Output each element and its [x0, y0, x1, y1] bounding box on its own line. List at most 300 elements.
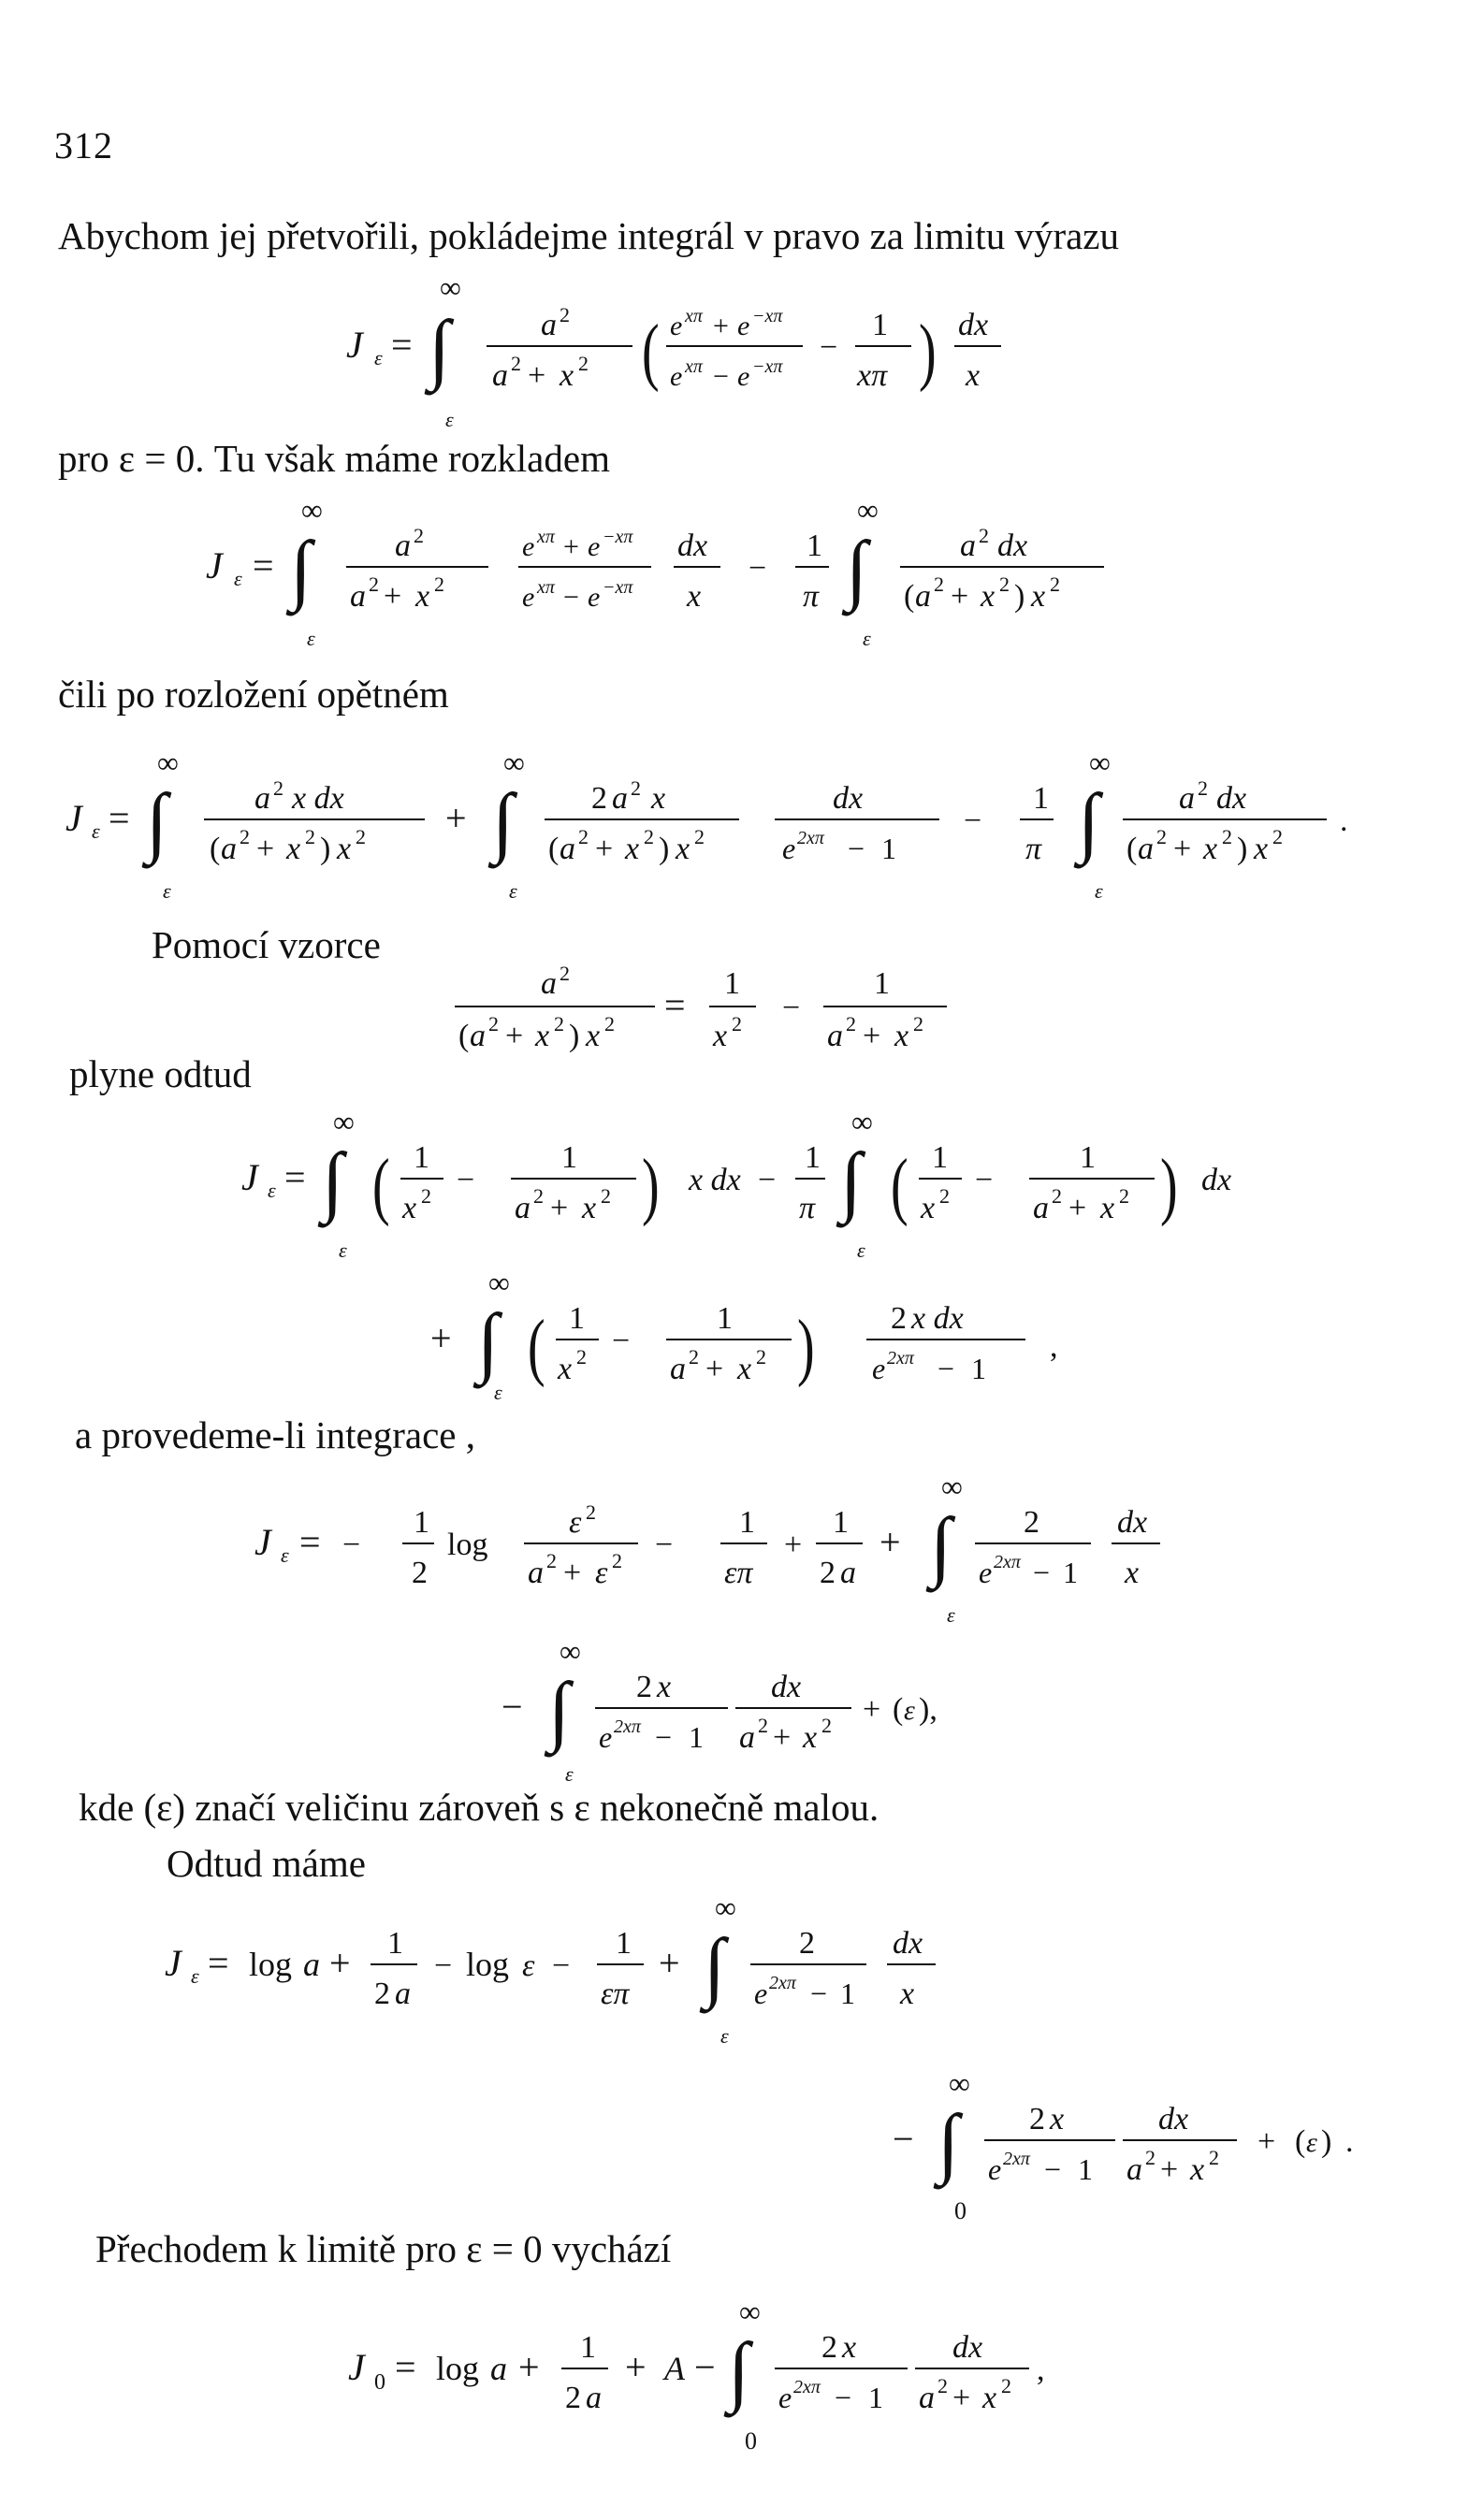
svg-text:2: 2: [820, 1556, 836, 1590]
svg-text:x: x: [1050, 2102, 1065, 2136]
paragraph-9: Přechodem k limitě pro ε = 0 vychází: [95, 2227, 672, 2270]
svg-text:(: (: [893, 1692, 904, 1727]
svg-text:1: 1: [807, 529, 822, 563]
svg-text:1: 1: [874, 966, 890, 1001]
svg-text:2: 2: [578, 825, 589, 848]
svg-text:(: (: [904, 579, 915, 614]
svg-text:+: +: [863, 1019, 881, 1053]
svg-text:2: 2: [374, 1977, 390, 2011]
svg-text:a: a: [490, 2350, 507, 2387]
svg-text:J: J: [346, 324, 363, 366]
svg-text:): ): [569, 1019, 580, 1053]
svg-text:−: −: [964, 804, 982, 838]
svg-text:π: π: [1025, 832, 1042, 866]
svg-text:a: a: [1138, 832, 1154, 866]
svg-text:+: +: [625, 2346, 647, 2388]
svg-text:x: x: [894, 1019, 909, 1053]
svg-text:∫: ∫: [1078, 778, 1100, 865]
svg-text:2: 2: [1198, 776, 1208, 800]
svg-text:2: 2: [1145, 2146, 1156, 2169]
svg-text:log: log: [249, 1946, 293, 1983]
svg-text:2: 2: [601, 1184, 611, 1208]
svg-text:−: −: [893, 2118, 914, 2160]
svg-text:x: x: [558, 1352, 573, 1386]
svg-text:): ): [919, 309, 937, 393]
svg-text:a: a: [221, 832, 237, 866]
svg-text:1: 1: [689, 1720, 704, 1754]
svg-text:2: 2: [1050, 572, 1060, 596]
svg-text:x: x: [676, 832, 690, 866]
svg-text:∞: ∞: [560, 1634, 581, 1668]
svg-text:x: x: [982, 2381, 997, 2415]
svg-text:e: e: [737, 311, 750, 341]
svg-text:(: (: [548, 832, 560, 866]
svg-text:(: (: [210, 832, 221, 866]
svg-text:0: 0: [745, 2427, 757, 2455]
svg-text:−xπ: −xπ: [603, 577, 633, 598]
svg-text:ε: ε: [904, 1695, 915, 1726]
svg-text:2: 2: [756, 1345, 766, 1369]
svg-text:1: 1: [387, 1926, 403, 1961]
svg-text:=: =: [253, 544, 274, 587]
svg-text:−: −: [975, 1163, 994, 1197]
svg-text:2: 2: [913, 1012, 923, 1036]
svg-text:a: a: [254, 781, 270, 816]
svg-text:επ: επ: [724, 1556, 753, 1590]
svg-text:2: 2: [821, 2330, 837, 2365]
svg-text:log: log: [447, 1528, 488, 1562]
svg-text:π: π: [803, 579, 820, 614]
svg-text:a: a: [612, 781, 628, 816]
svg-text:J: J: [241, 1156, 258, 1198]
svg-text:∞: ∞: [503, 746, 525, 779]
svg-text:2: 2: [305, 825, 315, 848]
paragraph-7: kde (ε) značí veličinu zároveň s ε nekonečně malou.: [79, 1786, 879, 1829]
svg-text:−: −: [563, 582, 579, 613]
svg-text:ε: ε: [569, 1505, 582, 1540]
svg-text:e: e: [670, 311, 683, 341]
svg-text:2xπ: 2xπ: [793, 2377, 821, 2397]
svg-text:∞: ∞: [739, 2295, 761, 2328]
svg-text:∫: ∫: [704, 1923, 726, 2010]
svg-text:(: (: [458, 1019, 470, 1053]
svg-text:ε: ε: [1095, 879, 1103, 903]
svg-text:log: log: [436, 2350, 480, 2387]
svg-text:2: 2: [644, 825, 654, 848]
svg-text:a: a: [739, 1720, 755, 1755]
svg-text:−: −: [937, 1352, 955, 1385]
svg-text:e: e: [782, 832, 796, 865]
svg-text:ε: ε: [374, 346, 383, 369]
svg-text:a: a: [470, 1019, 486, 1053]
svg-text:∞: ∞: [941, 1470, 963, 1503]
svg-text:1: 1: [414, 1140, 429, 1175]
svg-text:a: a: [915, 579, 931, 614]
svg-text:+: +: [951, 579, 969, 614]
svg-text:2: 2: [488, 1012, 499, 1036]
svg-text:e: e: [754, 1977, 768, 2010]
svg-text:J: J: [348, 2346, 365, 2388]
svg-text:−: −: [342, 1528, 361, 1562]
svg-text:e: e: [522, 582, 535, 613]
svg-text:∫: ∫: [846, 526, 868, 613]
svg-text:1: 1: [414, 1505, 429, 1540]
svg-text:a: a: [515, 1191, 531, 1225]
svg-text:ε: ε: [268, 1179, 276, 1202]
svg-text:−xπ: −xπ: [752, 306, 783, 326]
svg-text:+: +: [329, 1942, 351, 1984]
svg-text:2: 2: [560, 303, 570, 326]
svg-text:1: 1: [1063, 1556, 1078, 1589]
svg-text:dx: dx: [1158, 2102, 1189, 2136]
svg-text:2: 2: [758, 1714, 768, 1737]
svg-text:x: x: [981, 579, 996, 614]
svg-text:−: −: [1033, 1556, 1051, 1589]
svg-text:+: +: [879, 1521, 901, 1563]
svg-text:dx: dx: [1201, 1163, 1232, 1197]
svg-text:∞: ∞: [157, 746, 179, 779]
svg-text:2: 2: [356, 825, 366, 848]
svg-text:ε: ε: [947, 1603, 955, 1627]
svg-text:a: a: [670, 1352, 686, 1386]
svg-text:.: .: [1345, 2124, 1354, 2159]
svg-text:2: 2: [560, 962, 570, 985]
svg-text:log: log: [466, 1946, 510, 1983]
svg-text:): ): [642, 1143, 660, 1227]
svg-text:2xπ: 2xπ: [887, 1348, 914, 1369]
svg-text:=: =: [109, 797, 130, 839]
svg-text:dx: dx: [893, 1926, 923, 1961]
svg-text:(: (: [372, 1143, 390, 1227]
svg-text:a: a: [919, 2381, 935, 2415]
svg-text:xπ: xπ: [685, 306, 703, 326]
svg-text:a: a: [350, 579, 366, 614]
svg-text:ε: ε: [92, 819, 100, 843]
svg-text:2: 2: [369, 572, 379, 596]
svg-text:2: 2: [1052, 1184, 1062, 1208]
svg-text:(: (: [1295, 2124, 1306, 2159]
svg-text:1: 1: [932, 1140, 948, 1175]
svg-text:,: ,: [1037, 2353, 1045, 2387]
svg-text:2xπ: 2xπ: [994, 1552, 1021, 1572]
svg-text:+: +: [256, 832, 275, 866]
svg-text:1: 1: [840, 1977, 855, 2010]
svg-text:0: 0: [954, 2197, 967, 2224]
svg-text:2: 2: [799, 1926, 815, 1961]
svg-text:x: x: [657, 1670, 672, 1704]
svg-text:a: a: [541, 966, 557, 1001]
svg-text:xπ: xπ: [537, 577, 555, 598]
svg-text:2: 2: [412, 1556, 428, 1590]
svg-text:x: x: [713, 1019, 728, 1053]
svg-text:x dx: x dx: [689, 1163, 741, 1197]
svg-text:x: x: [337, 832, 352, 866]
svg-text:e: e: [979, 1556, 993, 1589]
svg-text:x: x: [803, 1720, 818, 1755]
svg-text:ε: ε: [522, 1948, 535, 1983]
svg-text:x: x: [651, 781, 666, 816]
svg-text:dx: dx: [958, 308, 989, 342]
svg-text:a: a: [827, 1019, 843, 1053]
svg-text:+: +: [518, 2346, 540, 2388]
svg-text:dx: dx: [833, 781, 864, 816]
svg-text:+: +: [659, 1942, 680, 1984]
svg-text:∫: ∫: [429, 305, 451, 392]
svg-text:−: −: [694, 2346, 716, 2388]
svg-text:x: x: [1100, 1191, 1115, 1225]
svg-text:a: a: [840, 1556, 856, 1590]
svg-text:2xπ: 2xπ: [797, 828, 824, 848]
svg-text:−: −: [655, 1528, 674, 1562]
svg-text:2: 2: [578, 352, 589, 375]
svg-text:+: +: [1160, 2152, 1179, 2187]
svg-text:∫: ∫: [937, 2099, 960, 2186]
svg-text:x: x: [687, 579, 702, 614]
svg-text:2: 2: [1119, 1184, 1129, 1208]
svg-text:a: a: [1126, 2152, 1142, 2187]
svg-text:a: a: [528, 1556, 544, 1590]
svg-text:∞: ∞: [333, 1105, 355, 1138]
svg-text:2: 2: [1024, 1505, 1039, 1540]
svg-text:x: x: [1190, 2152, 1205, 2187]
svg-text:2: 2: [934, 572, 944, 596]
svg-text:x: x: [737, 1352, 752, 1386]
svg-text:=: =: [664, 984, 686, 1026]
svg-text:+: +: [505, 1019, 524, 1053]
svg-text:e: e: [670, 361, 683, 392]
equation-2: [196, 494, 1272, 653]
svg-text:∫: ∫: [492, 778, 515, 865]
svg-text:e: e: [778, 2381, 792, 2414]
svg-text:ε: ε: [720, 2024, 729, 2048]
svg-text:+: +: [863, 1692, 881, 1727]
svg-text:1: 1: [971, 1352, 986, 1385]
svg-text:ε: ε: [863, 627, 871, 650]
svg-text:+: +: [595, 832, 614, 866]
svg-text:2: 2: [636, 1670, 652, 1704]
svg-text:x dx: x dx: [911, 1301, 964, 1336]
svg-text:xπ: xπ: [857, 358, 888, 393]
paragraph-1: Abychom jej přetvořili, pokládejme integrál v pravo za limitu výrazu: [58, 214, 1119, 257]
svg-text:e: e: [588, 582, 601, 613]
svg-text:2: 2: [586, 1500, 596, 1524]
svg-text:−: −: [552, 1948, 571, 1983]
svg-text:−: −: [749, 551, 767, 586]
svg-text:dx: dx: [1216, 781, 1247, 816]
svg-text:+: +: [550, 1191, 569, 1225]
svg-text:2: 2: [846, 1012, 856, 1036]
svg-text:1: 1: [805, 1140, 821, 1175]
equation-3: [56, 746, 1385, 905]
svg-text:2: 2: [591, 781, 607, 816]
svg-text:2: 2: [546, 1549, 557, 1572]
svg-text:e: e: [872, 1352, 886, 1385]
svg-text:x: x: [415, 579, 430, 614]
svg-text:): ): [320, 832, 331, 866]
svg-text:(: (: [1126, 832, 1138, 866]
svg-text:): ): [1237, 832, 1248, 866]
svg-text:1: 1: [616, 1926, 632, 1961]
svg-text:+: +: [705, 1352, 724, 1386]
svg-text:J: J: [206, 544, 223, 587]
svg-text:A: A: [664, 2350, 685, 2387]
svg-text:1: 1: [1080, 1140, 1096, 1175]
svg-text:a: a: [395, 529, 411, 563]
svg-text:∫: ∫: [322, 1137, 344, 1224]
svg-text:2xπ: 2xπ: [1003, 2149, 1030, 2169]
svg-text:−: −: [820, 330, 838, 365]
svg-text:2: 2: [421, 1184, 431, 1208]
svg-text:2: 2: [999, 572, 1010, 596]
svg-text:2: 2: [604, 1012, 615, 1036]
svg-text:x: x: [1031, 579, 1046, 614]
svg-text:1: 1: [717, 1301, 733, 1336]
paragraph-6: a provedeme-li integrace ,: [75, 1413, 475, 1456]
svg-text:(: (: [891, 1143, 908, 1227]
svg-text:2xπ: 2xπ: [769, 1973, 796, 1993]
svg-text:∞: ∞: [1089, 746, 1111, 779]
svg-text:−: −: [835, 2381, 852, 2414]
svg-text:+: +: [1068, 1191, 1087, 1225]
svg-text:2: 2: [891, 1301, 907, 1336]
svg-text:−: −: [713, 361, 729, 392]
svg-text:2: 2: [576, 1345, 587, 1369]
svg-text:e: e: [988, 2152, 1002, 2186]
svg-text:2: 2: [533, 1184, 544, 1208]
svg-text:−: −: [655, 1720, 673, 1754]
svg-text:x: x: [1254, 832, 1269, 866]
svg-text:dx: dx: [771, 1670, 802, 1704]
svg-text:a: a: [1179, 781, 1195, 816]
svg-text:1: 1: [569, 1301, 585, 1336]
svg-text:−: −: [810, 1977, 828, 2010]
svg-text:1: 1: [1033, 781, 1049, 816]
svg-text:x: x: [966, 358, 981, 393]
svg-text:a: a: [541, 308, 557, 342]
svg-text:a: a: [395, 1977, 411, 2011]
paragraph-8: Odtud máme: [167, 1842, 366, 1885]
svg-text:a: a: [1033, 1191, 1049, 1225]
svg-text:∫: ∫: [290, 526, 312, 613]
svg-text:x: x: [560, 358, 574, 393]
svg-text:2: 2: [979, 524, 989, 547]
svg-text:1: 1: [1078, 2152, 1093, 2186]
svg-text:1: 1: [739, 1505, 755, 1540]
svg-text:2: 2: [1209, 2146, 1219, 2169]
svg-text:e: e: [599, 1720, 613, 1754]
svg-text:x: x: [586, 1019, 601, 1053]
svg-text:xπ: xπ: [537, 527, 555, 547]
svg-text:ε: ε: [595, 1556, 608, 1590]
svg-text:2: 2: [1001, 2374, 1011, 2397]
svg-text:+: +: [563, 1556, 582, 1590]
paragraph-3: čili po rozložení opětném: [58, 673, 449, 716]
svg-text:∞: ∞: [301, 494, 323, 527]
svg-text:ε: ε: [307, 627, 315, 650]
svg-text:2: 2: [1272, 825, 1283, 848]
svg-text:∫: ∫: [930, 1502, 952, 1589]
svg-text:x: x: [1125, 1556, 1140, 1590]
svg-text:dx: dx: [997, 529, 1028, 563]
svg-text:1: 1: [724, 966, 740, 1001]
svg-text:): ): [1321, 2124, 1332, 2159]
page-number: 312: [54, 124, 113, 167]
svg-text:J: J: [165, 1942, 182, 1984]
svg-text:a: a: [492, 358, 508, 393]
svg-text:2: 2: [694, 825, 705, 848]
svg-text:∞: ∞: [851, 1105, 873, 1138]
paragraph-5: plyne odtud: [69, 1052, 252, 1095]
svg-text:∞: ∞: [440, 270, 461, 304]
svg-text:2: 2: [554, 1012, 564, 1036]
svg-text:e: e: [522, 531, 535, 562]
equation-8: [346, 2286, 1226, 2464]
svg-text:2: 2: [434, 572, 444, 596]
svg-text:+: +: [952, 2381, 971, 2415]
svg-text:x dx: x dx: [292, 781, 344, 816]
svg-text:=: =: [299, 1521, 321, 1563]
svg-text:−: −: [1044, 2152, 1062, 2186]
svg-text:+: +: [1257, 2124, 1276, 2159]
svg-text:∫: ∫: [146, 778, 168, 865]
svg-text:): ): [1160, 1143, 1178, 1227]
svg-text:,: ,: [1050, 1329, 1058, 1364]
svg-text:ε: ε: [509, 879, 517, 903]
svg-text:(: (: [642, 309, 660, 393]
svg-text:2: 2: [511, 352, 521, 375]
svg-text:−: −: [758, 1163, 777, 1197]
svg-text:1: 1: [881, 832, 896, 865]
svg-text:ε: ε: [191, 1964, 199, 1988]
svg-text:=: =: [395, 2346, 416, 2388]
equation-6: [253, 1469, 1282, 1787]
svg-text:J: J: [254, 1521, 271, 1563]
svg-text:−: −: [434, 1948, 453, 1983]
svg-text:dx: dx: [952, 2330, 983, 2365]
svg-text:∫: ∫: [840, 1137, 863, 1224]
svg-text:2: 2: [1029, 2102, 1045, 2136]
svg-text:(: (: [528, 1304, 545, 1388]
svg-text:=: =: [391, 324, 413, 366]
svg-text:x: x: [535, 1019, 550, 1053]
svg-text:2: 2: [689, 1345, 699, 1369]
svg-text:x: x: [900, 1977, 915, 2011]
svg-text:): ): [659, 832, 670, 866]
svg-text:),: ),: [919, 1692, 937, 1727]
svg-text:∫: ∫: [477, 1298, 500, 1385]
svg-text:ε: ε: [494, 1381, 502, 1404]
svg-text:=: =: [208, 1942, 229, 1984]
svg-text:π: π: [799, 1191, 816, 1225]
svg-text:2xπ: 2xπ: [614, 1716, 641, 1737]
svg-text:∞: ∞: [949, 2066, 970, 2100]
svg-text:−: −: [501, 1686, 523, 1728]
svg-text:=: =: [284, 1156, 306, 1198]
svg-text:a: a: [303, 1946, 320, 1983]
svg-text:a: a: [586, 2381, 602, 2415]
svg-text:xπ: xπ: [685, 356, 703, 377]
svg-text:2: 2: [821, 1714, 832, 1737]
svg-text:2: 2: [1222, 825, 1232, 848]
svg-text:−xπ: −xπ: [603, 527, 633, 547]
paragraph-2: pro ε = 0. Tu však máme rozkladem: [58, 437, 610, 480]
svg-text:1: 1: [868, 2381, 883, 2414]
svg-text:2: 2: [565, 2381, 581, 2415]
svg-text:e: e: [588, 531, 601, 562]
svg-text:−: −: [782, 991, 801, 1025]
svg-text:x: x: [1203, 832, 1218, 866]
svg-text:J: J: [65, 797, 82, 839]
